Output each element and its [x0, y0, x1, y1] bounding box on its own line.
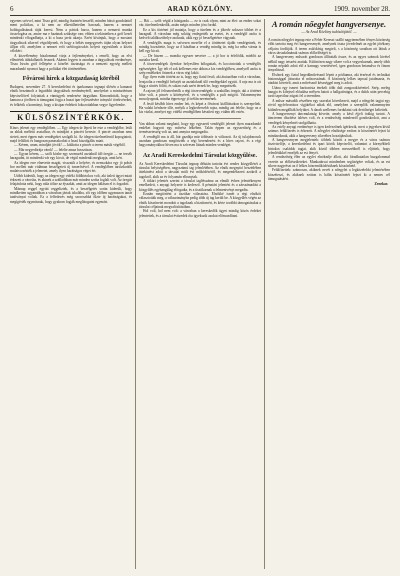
paragraph: Az idegen erre elnevette magát, visszaült a helyére, és nemsokára egy jó pohár bor mellett már vidáman beszélgetett új ismerősével. A vendéglőben tartózkodók mulatva nézték a jelenetet, amely ilyen barátságos véget ért. — [10, 160, 132, 174]
issue-date: 1909. november 28. — [334, 5, 390, 13]
paragraph: A hangverseny műsorát gondosan állították össze, és az egyes számok kivétel nélkül nagy tetszést arattak. Különösen nagy sikere volt a vegyeskarnak, amely több román népdalt adott elő a karnagy vezetésével, igen gondosan betanulva és finom árnyalással. — [268, 55, 390, 73]
paragraph: A titkári jelentés szerint a társulat taglétszáma az elmúlt évben jelentékenyen emelkedett, s anyagi helyzete is kedvező. A pénztári jelentést és a zárszámadást a közgyűlés egyhangúlag elfogadta, és a tisztikarnak a felmentvényt megadta. — [139, 179, 261, 192]
column-1 — [10, 19, 132, 569]
paragraph: Budapest, november 27. A kereskedelmi és iparkamara tegnapi ülésén a kamarai elnök beszámolt a legutóbbi tárgyalások eredményéről, amelyeket a minisztérium képviselőivel folytattak a vámügyek rendezése tárgyában. Kimondották, hogy a kamara a jövőben is támogatni fogja a hazai ipar fejlesztésére irányuló törekvéseket, és felkérik a kormányt, hogy a kisipar érdekeit fokozottabban vegye figyelembe. — [10, 85, 132, 107]
newspaper-title: ARAD KÖZLÖNY. — [167, 5, 233, 13]
paragraph: A rendezőség élén az egylet elnöknője állott, aki fáradhatatlan buzgalommal vezette az előkészületeket. Munkatársai mindenben segítségére voltak, és az est sikere nagyrészt az ő lelkes közreműködésüknek köszönhető. — [268, 155, 390, 168]
paragraph: — Ugyan kérem, — szólt közbe egy szomszéd asztalnál ülő öregúr — ne tessék haragudni, itt mindenki vár egy kicsit, de végül mindenki megkapja, amit kért. — [10, 151, 132, 161]
paragraph: A hangversenyt táncmulatság követte, amely a késő éjjeli órákig tartott. A táncterem díszítése ízléses volt, és a rendezőség mindenről gondoskodott, ami a vendégek kényelmét szolgálhatta. — [268, 111, 390, 125]
paragraph: Elsőnek egy fiatal hegedűművésznő lépett a pódiumra, aki érzéssel és technikai biztonsággal játszotta el műsorszámát. A közönség lelkes tapssal jutalmazta, és ráadást követelt, amit a művésznő készséggel meg is adott. — [268, 72, 390, 86]
paragraph: Kínos jelenet egy vendéglőben. — Egy idegen úr lépett be este a vendéglőbe, leült az ablak melletti asztalhoz, és mindjárt a pincért kereste. A pincér azonban nem sietett, mert éppen más vendégeket szolgált ki. Az idegen türelmetlenül kopogtatott, majd felállott és hangosan panaszkodott a lassú kiszolgálás miatt. — [10, 125, 132, 143]
page-number: 6 — [10, 5, 14, 13]
paragraph: Ezután megtörtént a tisztikar választása. Elnökké ismét a régi elnököt választották meg, a választmányba pedig több új tag került be. A közgyűlés végén az elnök köszönetet mondott a tagoknak a bizalomért, és kérte további támogatásukat a társulat céljainak megvalósításában. — [139, 192, 261, 210]
article-headline: A román nőegylet hangversenye. — [271, 19, 387, 29]
paragraph: Ez a kis történet jól mutatja, hogy a türelem és a jókedv sokszor többet ér a haragnál. A városban még sokáig emlegették az esetet, és a vendéglő azóta is kedvelt találkozóhelye azoknak, akik egy jó beszélgetésre vágynak. — [139, 27, 261, 41]
column-3 — [268, 19, 390, 569]
paragraph: A műsor második részében egy szavalat következett, majd a nőegylet tagjai egy rövid egyfelvonásos vígjátékot adtak elő, amelyben a szereplők valamennyien kitűnően megállták helyüket. A darab szellemes fordulatai sok derültséget keltettek. — [268, 98, 390, 112]
article-columns — [10, 19, 390, 569]
section-title-framed: KÜLSŐSZÍNTÉRKÖK. — [10, 111, 132, 124]
paragraph: — Kérem, uram, mindjárt jövök! — kiáltotta a pincér a terem másik végéből. — [14, 143, 126, 148]
paragraph: A vendéglős maga is szívesen mesélte el a történetet újabb vendégeinek, és mindig hozzátette, hogy az ő házában a vendég mindig úr, még ha néha várnia is kell egy kicsit. — [139, 40, 261, 54]
paragraph: Utána egy ismert baritonista énekelt több dalt zongorakísérettel. Szép, meleg hangja és kifejező előadása mélyen hatott a hallgatóságra, és a dalok után percekig tartó tapsvihar zúgott fel a teremben. — [268, 85, 390, 99]
paragraph: Az Aradi Kereskedelmi Társulat tegnap délután tartotta évi rendes közgyűlését a társulat helyiségében, nagyszámú tag jelenlétében. Az elnök megnyitó beszédében áttekintést adott a társulat múlt évi működéséről, és megemlékezett azokról a tagokról, akik az év folyamán elhunytak. — [139, 161, 261, 179]
paragraph: Utóbb kiderült, hogy az idegen egy vidéki földbirtokos volt, aki üzleti ügyei miatt érkezett a városba, és akinek a szállodában már minden szoba foglalt volt. Az öregúr felajánlotta neki, hogy nála töltse az éjszakát, amit az idegen hálásan el is fogadott. — [10, 173, 132, 187]
paragraph: A rajzon jól felismerhetők a régi törzsvendégek: a szakállas öregúr, aki a történet hőse volt, a pincér a kötényével, és a vendéglős a pult mögött. Valamennyien mosolyognak, mintha éppen egy jó tréfán nevetnének. — [139, 88, 261, 102]
paragraph: A festő később híres ember lett, és képei a fővárosi kiállításokon is szerepeltek. Ha valaki kérdezte tőle, melyik a legkedvesebb rajza, mindig azt felelte, hogy az a kis vázlat, amelyet egy vidéki vendéglőben készített egy vidám téli estén. — [139, 101, 261, 115]
column-2 — [139, 19, 261, 569]
article-signature: Zenekar. — [374, 182, 388, 187]
running-head — [10, 4, 390, 16]
paragraph: A vendéglő ma is áll, bár gazdája már többször is változott. Az új tulajdonosok azonban gondosan megőrizték a régi berendezést és a híres rajzot, és a régi hagyományokhoz híven ma is szívesen látnak minden vendéget. — [139, 134, 261, 148]
paragraph: — De hiszen — mondta egyszer nevetve — a jó bor is érlelődik, mielőtt az asztalra kerül. — [139, 53, 261, 63]
paragraph: egyenes szívvel, mint Tisza gróf, mindig őszintén beszélő, minden hátsó gondolattól ment politikus, a ki nem az elkerülhetetlen harcnak, hanem a nemzet boldogulásának útját keresi. Nem a pártok harca, hanem a nemzeti munka összefogása az, amire ma e hazának szüksége van; ebben a tekintetben a gróf kezét mindenki elfogadhatja, a ki a haza javát akarja. Ezért kívánjuk, hogy a mostani tárgyalások sikerrel végződjenek, és hogy a békés megegyezés útján olyan helyzet álljon elő, amelyben a nemzet erői szétforgácsolás helyett egyesülnek a közös célokért. — [10, 19, 132, 54]
article-byline: — Az Arad Közlöny tudósítójától. — — [301, 30, 357, 34]
paragraph: Egy ilyen estén történt az is, hogy egy fiatal festő, aki átutazóban volt a városban, lerajzolta a vendéglő belsejét az asztaloknál ülő vendégekkel együtt. A rajz ma is ott függ a söntés fölött, és sokan csak azért térnek be, hogy megnézzék. — [139, 75, 261, 89]
divider — [159, 118, 241, 119]
section-title: Fővárosi hírek a közgazdaság köréből — [22, 76, 120, 83]
paragraph: Másnap reggel együtt reggeliztek, és a beszélgetés során kiderült, hogy mindketten ugyanabban a városban jártak iskolába, sőt egy időben ugyanazon tanár tanítványai voltak. Ez a felfedezés még szorosabbá fűzte új barátságukat, és megígérték egymásnak, hogy gyakran fogják meglátogatni egymást. — [10, 186, 132, 204]
paragraph: — Hát — szólt végül a házigazda — ez is csak olyan, mint az élet: az ember sokat vár, türelmetlenkedik, aztán mégis minden jóra fordul. — [139, 19, 261, 28]
paragraph: A hangversenyen megjelentek: többek között a megye és a város számos tisztviselője, a kereskedelmi és ipari körök képviselői, valamint a környékbeli birtokos családok tagjai, akik közül többen messzebbről is eljöttek, hogy jelenlétükkel emeljék az est fényét. — [268, 137, 390, 155]
paragraph: — Már negyedórája várok! — felelte amaz bosszúsan. — [14, 147, 93, 152]
section-title: Az Aradi Kereskedelmi Társulat közgyűlése. — [143, 152, 257, 159]
paragraph: Van abban valami megható, hogy egy egyszerű vendéglői jelenet ilyen maradandó emléket hagyott egy művész lelkében. Talán éppen az egyszerűség és a természetesség volt az, ami annyira megragadta. — [139, 121, 261, 135]
paragraph: Az estély anyagi eredménye is igen kedvezőnek ígérkezik, mert a jegyeken kívül számos felülfizetés is érkezett. A nőegylet elnöksége ezúton is köszönetét fejezi ki mindazoknak, akik a hangverseny sikeréhez hozzájárultak. — [268, 124, 390, 138]
paragraph: A törzsvendégek ilyenkor helyeslően bólogattak, és koccintottak a vendéglős egészségére. Így telt el sok kellemes este abban a kis vendéglőben, amelyről azóta is szép emlékeket őriznek a város régi lakói. — [139, 62, 261, 76]
paragraph: Felülfizettek: számosan, akiknek nevét a nőegylet a legközelebbi jelentésében közzéteszi, és akiknek ezúton is hálás köszönetét fejezi ki a nemes cél támogatásáért. — [268, 168, 390, 181]
paragraph: A közvélemény bizalommal várja a fejleményeket, s reméli, hogy az elvi ellentétek áthidalhatók lesznek. Akármi legyen is azonban a tárgyalások eredménye, Tisza István gróf fellépése a közélet tisztasága és a nemzeti egység mellett maradandó nyomot hagy a politikai élet történetében. — [10, 53, 132, 71]
column-rule — [264, 19, 265, 569]
paragraph: Hol volt, hol nem volt: a városban a kereskedők ügyei mindig közös érdeket jelentettek, és a társulat évtizedek óta igyekszik azokat előmozdítani. — [139, 209, 261, 218]
column-rule — [135, 19, 136, 569]
paragraph: A román nőegylet tegnap este a Fehér Kereszt szálló nagytermében fényes közönség előtt tartotta meg évi hangversenyét, amelynek tiszta jövedelmét az egylet jótékony céljaira fordítják. A terem zsúfolásig megtelt, s a közönség soraiban ott láttuk a város társadalmának számos előkelőségét is. — [268, 38, 390, 56]
